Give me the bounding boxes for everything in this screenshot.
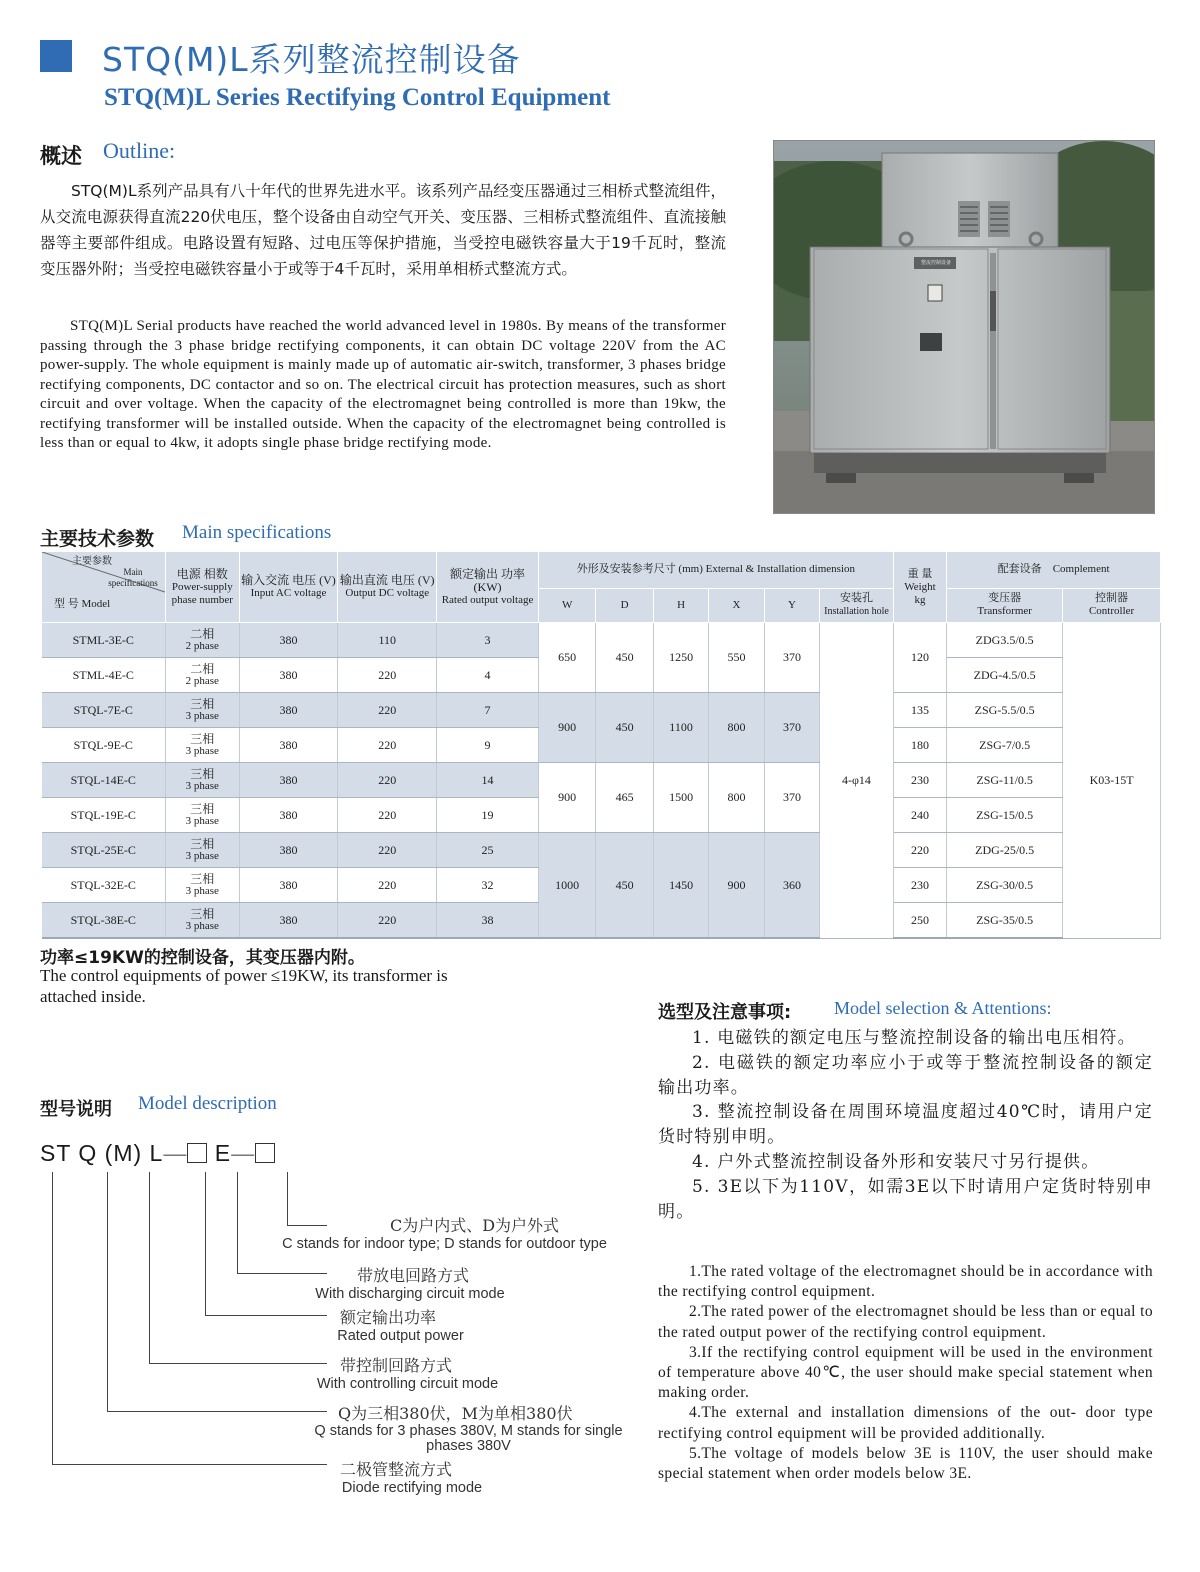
table-row	[42, 833, 1161, 868]
output-header-cn: 输出直流 电压 (V)	[339, 573, 435, 587]
h-cell: 1250	[653, 623, 708, 693]
h-cell: 1500	[653, 763, 708, 833]
selection-heading-en: Model selection & Attentions:	[834, 998, 1052, 1018]
phase-cn: 三相	[190, 767, 215, 781]
model-label-3-cn: 额定输出功率	[340, 1308, 437, 1327]
w-cell: 900	[538, 693, 595, 763]
power-cell: 19	[437, 798, 539, 833]
equipment-photo	[773, 140, 1155, 514]
d-cell: 450	[596, 623, 653, 693]
model-cell: STQL-14E-C	[42, 763, 166, 798]
phase-en: 3 phase	[185, 815, 219, 827]
model-cell: STML-3E-C	[42, 623, 166, 658]
model-cell: STQL-38E-C	[42, 903, 166, 939]
phase-cell	[165, 658, 239, 693]
y-cell: 370	[764, 623, 819, 693]
d-header: D	[596, 588, 653, 623]
x-cell: 800	[709, 763, 764, 833]
code-l: L	[149, 1140, 164, 1166]
input-header-cn: 输入交流 电压 (V)	[241, 573, 336, 587]
transformer-cell: ZSG-30/0.5	[947, 868, 1063, 903]
weight-cell: 250	[893, 903, 946, 939]
weight-cell: 120	[893, 623, 946, 693]
output-cell: 220	[338, 658, 437, 693]
input-cell: 380	[239, 658, 338, 693]
dimension-header: 外形及安装参考尺寸 (mm) External & Installation dimension	[538, 552, 893, 589]
model-label-1	[262, 1216, 627, 1253]
model-label-2-cn: 带放电回路方式	[356, 1266, 469, 1285]
phase-cn: 三相	[190, 697, 215, 711]
model-cell: STQL-19E-C	[42, 798, 166, 833]
y-cell: 370	[764, 693, 819, 763]
model-label-6-en: Diode rectifying mode	[341, 1480, 483, 1496]
complement-header	[947, 552, 1161, 589]
model-cell: STQL-32E-C	[42, 868, 166, 903]
h-header: H	[653, 588, 708, 623]
code-dash-1: —	[163, 1140, 188, 1166]
hole-header-en: Installation hole	[824, 606, 889, 618]
power-cell: 3	[437, 623, 539, 658]
transformer-cell: ZDG-4.5/0.5	[947, 658, 1063, 693]
x-cell: 900	[709, 833, 764, 939]
phase-en: 3 phase	[185, 745, 219, 757]
model-cell: STQL-9E-C	[42, 728, 166, 763]
power-cell: 9	[437, 728, 539, 763]
phase-cell	[165, 623, 239, 658]
outline-paragraph-cn: STQ(M)L系列产品具有八十年代的世界先进水平。该系列产品经变压器通过三相桥式整流组件，从交流电源获得直流220伏电压，整个设备由自动空气开关、变压器、三相桥式整流组件、直流接触器等主要部件组成。电路设置有短路、过电压等保护措施，当受控电磁铁容量大于19千瓦时，整流变压器外附；当受控电磁铁容量小于或等于4千瓦时，采用单相桥式整流方式。	[40, 182, 726, 278]
input-cell: 380	[239, 693, 338, 728]
note-cn: 功率≤19KW的控制设备，其变压器内附。	[40, 948, 365, 968]
phase-en: 2 phase	[185, 640, 219, 652]
weight-header	[893, 552, 946, 623]
corner-header	[42, 552, 166, 623]
controller-cell: K03-15T	[1063, 623, 1161, 939]
phase-cell	[165, 763, 239, 798]
phase-header-cn: 电源 相数	[176, 566, 228, 581]
phase-cn: 三相	[190, 732, 215, 746]
corner-top-cn: 主要参数	[72, 556, 112, 567]
model-label-1-cn: C为户内式、D为户外式	[389, 1216, 560, 1235]
h-cell: 1100	[653, 693, 708, 763]
weight-cell: 230	[893, 763, 946, 798]
table-row	[42, 693, 1161, 728]
model-label-4	[300, 1356, 515, 1393]
code-dash-2: —	[231, 1140, 256, 1166]
power-cell: 32	[437, 868, 539, 903]
power-header-en: Rated output voltage	[441, 593, 534, 606]
complement-header-en: Complement	[1052, 563, 1110, 576]
model-label-1-en: C stands for indoor type; D stands for outdoor type	[282, 1236, 607, 1252]
phase-en: 3 phase	[185, 780, 219, 792]
weight-cell: 230	[893, 868, 946, 903]
input-cell: 380	[239, 623, 338, 658]
code-box-2	[255, 1143, 275, 1163]
corner-bottom: 型 号 Model	[54, 598, 111, 610]
phase-cn: 三相	[190, 872, 215, 886]
outline-heading-cn: 概述	[40, 144, 82, 168]
code-s: S	[40, 1140, 57, 1166]
code-t: T	[56, 1140, 71, 1166]
outline-paragraph-en: STQ(M)L Serial products have reached the world advanced level in 1980s. By means of the transformer passing through the 3 phase bridge rectifying components, it can obtain DC voltage 220V from the AC power-supply. The whole equipment is mainly made up of automatic air-switch, transformer, 3 phases bridge rectifying components, DC contactor and so on. The electrical circuit has protection measures, such as short circuit and over voltage. When the capacity of the electromagnet being controlled is more than 19kw, the rectifying transformer will be installed outside. When the capacity of the electromagnet being controlled is less than or equal to 4kw, it adopts single phase bridge rectifying mode.	[40, 318, 726, 451]
selection-item-en: 2.The rated power of the electromagnet should be less than or equal to the rated output power of the rectifying control equipment.	[658, 1303, 1154, 1341]
phase-cn: 二相	[190, 627, 215, 641]
input-cell: 380	[239, 903, 338, 939]
model-label-2	[300, 1266, 520, 1303]
transformer-header-en: Transformer	[977, 605, 1032, 618]
d-cell: 450	[596, 693, 653, 763]
transformer-cell: ZSG-15/0.5	[947, 798, 1063, 833]
phase-cn: 三相	[190, 837, 215, 851]
d-cell: 465	[596, 763, 653, 833]
phase-header-en: Power-supply phase number	[171, 580, 233, 606]
model-desc-heading-cn: 型号说明	[40, 1099, 112, 1120]
code-box-1	[187, 1143, 207, 1163]
x-header: X	[709, 588, 764, 623]
h-cell: 1450	[653, 833, 708, 939]
transformer-cell: ZSG-35/0.5	[947, 903, 1063, 939]
input-cell: 380	[239, 763, 338, 798]
phase-cell	[165, 903, 239, 939]
selection-item-cn: 3. 整流控制设备在周围环境温度超过40℃时，请用户定货时特别申明。	[658, 1102, 1153, 1148]
specs-table	[41, 551, 1161, 939]
model-cell: STQL-7E-C	[42, 693, 166, 728]
model-label-5	[296, 1404, 641, 1454]
phase-cell	[165, 868, 239, 903]
input-cell: 380	[239, 798, 338, 833]
output-cell: 110	[338, 623, 437, 658]
complement-header-cn: 配套设备	[997, 563, 1042, 576]
input-cell: 380	[239, 868, 338, 903]
weight-cell: 220	[893, 833, 946, 868]
phase-cn: 三相	[190, 802, 215, 816]
w-header: W	[538, 588, 595, 623]
output-cell: 220	[338, 728, 437, 763]
model-label-3	[318, 1308, 483, 1345]
output-cell: 220	[338, 903, 437, 939]
weight-cell: 240	[893, 798, 946, 833]
input-cell: 380	[239, 833, 338, 868]
selection-item-en: 4.The external and installation dimensions of the out- door type rectifying control equipment will be provided additionally.	[658, 1404, 1153, 1442]
output-cell: 220	[338, 763, 437, 798]
output-cell: 220	[338, 693, 437, 728]
model-cell: STQL-25E-C	[42, 833, 166, 868]
y-header: Y	[764, 588, 819, 623]
phase-cell	[165, 693, 239, 728]
power-cell: 4	[437, 658, 539, 693]
transformer-cell: ZDG-25/0.5	[947, 833, 1063, 868]
selection-item-en: 5.The voltage of models below 3E is 110V, the user should make special statement when order models below 3E.	[658, 1444, 1153, 1483]
code-q: Q	[78, 1140, 98, 1166]
transformer-cell: ZSG-7/0.5	[947, 728, 1063, 763]
x-cell: 550	[709, 623, 764, 693]
transformer-cell: ZSG-5.5/0.5	[947, 693, 1063, 728]
y-cell: 370	[764, 763, 819, 833]
controller-header	[1063, 588, 1161, 623]
power-cell: 38	[437, 903, 539, 939]
model-code	[40, 1140, 275, 1167]
power-header-cn: 额定输出 功率(KW)	[450, 566, 526, 594]
power-cell: 14	[437, 763, 539, 798]
transformer-header-cn: 变压器	[988, 592, 1022, 605]
phase-cell	[165, 833, 239, 868]
note-en: The control equipments of power ≤19KW, its transformer is attached inside.	[40, 966, 448, 1006]
w-cell: 1000	[538, 833, 595, 939]
model-label-4-cn: 带控制回路方式	[340, 1356, 453, 1375]
w-cell: 900	[538, 763, 595, 833]
phase-en: 2 phase	[185, 675, 219, 687]
input-header	[239, 552, 338, 623]
phase-cell	[165, 728, 239, 763]
code-e: E	[214, 1140, 232, 1166]
controller-header-en: Controller	[1088, 605, 1135, 618]
input-cell: 380	[239, 728, 338, 763]
d-cell: 450	[596, 833, 653, 939]
table-row	[42, 623, 1161, 658]
y-cell: 360	[764, 833, 819, 939]
power-header	[437, 552, 539, 623]
selection-item-cn: 1. 电磁铁的额定电压与整流控制设备的输出电压相符。	[692, 1028, 1136, 1048]
hole-header	[820, 588, 894, 623]
hole-header-cn: 安装孔	[839, 592, 873, 605]
page-title-en: STQ(M)L Series Rectifying Control Equipment	[104, 84, 611, 111]
selection-list-en	[658, 1262, 1153, 1484]
corner-top-en: Main specifications	[108, 567, 158, 588]
transformer-cell: ZSG-11/0.5	[947, 763, 1063, 798]
phase-cn: 三相	[190, 907, 215, 921]
transformer-header	[947, 588, 1063, 623]
nameplate-text: 整流控制设备	[920, 260, 951, 266]
input-header-en: Input AC voltage	[250, 587, 327, 599]
power-cell: 7	[437, 693, 539, 728]
selection-item-cn: 5. 3E以下为110V，如需3E以下时请用户定货时特别申明。	[658, 1176, 1153, 1222]
w-cell: 650	[538, 623, 595, 693]
selection-item-cn: 2. 电磁铁的额定功率应小于或等于整流控制设备的额定输出功率。	[658, 1052, 1153, 1098]
weight-header-en: Weight	[904, 580, 936, 593]
model-desc-heading-en: Model description	[138, 1093, 277, 1114]
equipment-photo-drawing	[774, 141, 1154, 513]
controller-header-cn: 控制器	[1095, 592, 1129, 605]
model-label-5-cn: Q为三相380伏，M为单相380伏	[338, 1404, 573, 1423]
model-label-2-en: With discharging circuit mode	[315, 1286, 505, 1302]
phase-cn: 二相	[190, 662, 215, 676]
phase-en: 3 phase	[185, 710, 219, 722]
output-header	[338, 552, 437, 623]
specs-heading-en: Main specifications	[182, 522, 332, 543]
phase-header	[165, 552, 239, 623]
specs-heading-cn: 主要技术参数	[40, 528, 155, 550]
hole-cell: 4-φ14	[820, 623, 894, 939]
selection-item-cn: 4. 户外式整流控制设备外形和安装尺寸另行提供。	[692, 1151, 1100, 1172]
model-label-5-en: Q stands for 3 phases 380V, M stands for single phases 380V	[314, 1423, 623, 1454]
model-label-6	[326, 1460, 498, 1497]
weight-header-unit: kg	[914, 593, 926, 606]
phase-cell	[165, 798, 239, 833]
power-cell: 25	[437, 833, 539, 868]
model-cell: STML-4E-C	[42, 658, 166, 693]
phase-en: 3 phase	[185, 850, 219, 862]
code-m: (M)	[104, 1140, 143, 1166]
output-cell: 220	[338, 798, 437, 833]
phase-en: 3 phase	[185, 920, 219, 932]
weight-cell: 135	[893, 693, 946, 728]
outline-heading-en: Outline:	[103, 138, 176, 163]
model-label-6-cn: 二极管整流方式	[340, 1460, 453, 1479]
page-title-cn: STQ(M)L系列整流控制设备	[102, 40, 521, 79]
model-label-3-en: Rated output power	[337, 1328, 464, 1344]
transformer-cell: ZDG3.5/0.5	[947, 623, 1063, 658]
weight-header-cn: 重 量	[907, 567, 933, 580]
table-row	[42, 763, 1161, 798]
title-square-icon	[40, 40, 72, 72]
x-cell: 800	[709, 693, 764, 763]
selection-item-en: 1.The rated voltage of the electromagnet should be in accordance with the rectifying control equipment.	[658, 1263, 1153, 1301]
selection-heading-cn: 选型及注意事项:	[658, 1002, 792, 1023]
output-cell: 220	[338, 868, 437, 903]
weight-cell: 180	[893, 728, 946, 763]
output-cell: 220	[338, 833, 437, 868]
selection-item-en: 3.If the rectifying control equipment will be used in the environment of temperature above 40℃, the user should make special statement when making order.	[658, 1343, 1153, 1402]
phase-en: 3 phase	[185, 885, 219, 897]
model-label-4-en: With controlling circuit mode	[316, 1376, 499, 1392]
selection-list-cn	[658, 1026, 1153, 1224]
output-header-en: Output DC voltage	[345, 587, 430, 599]
